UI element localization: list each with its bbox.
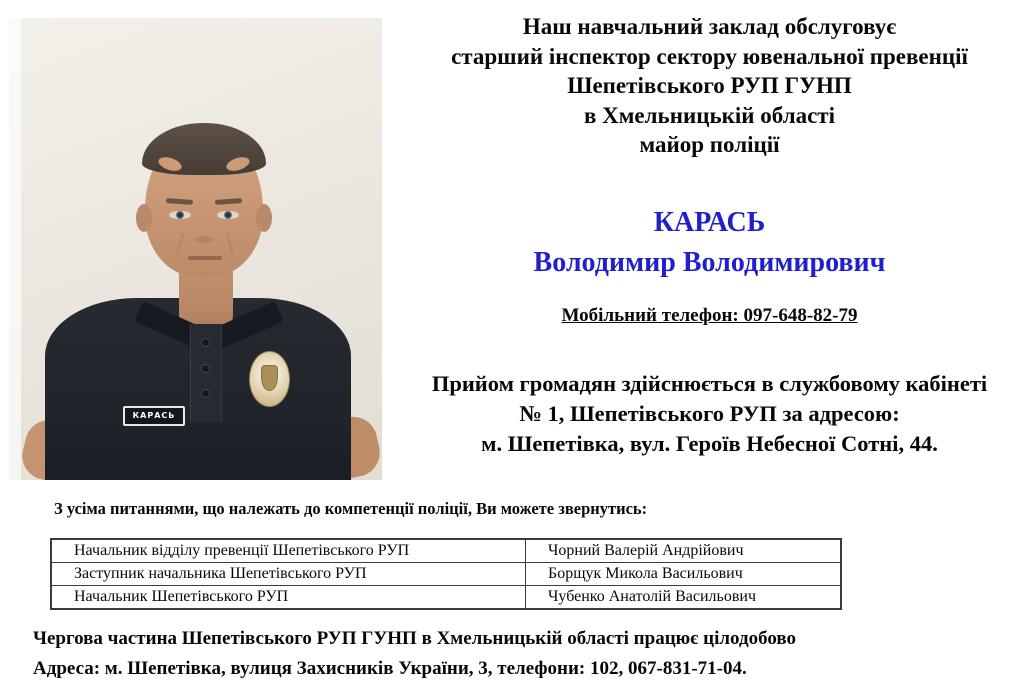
footer-block — [33, 624, 1008, 684]
officer-name-block — [395, 203, 1024, 283]
mobile-phone-line: Мобільний телефон: 097-648-82-79 — [561, 305, 858, 326]
police-badge-icon — [249, 351, 290, 407]
nose — [195, 236, 213, 243]
reception-line: Прийом громадян здійснюється в службовому кабінеті — [431, 371, 988, 396]
header-line: Шепетівського РУП ГУНП — [567, 73, 852, 98]
right-eye — [217, 211, 239, 219]
header-line: в Хмельницькій області — [583, 102, 835, 128]
position-cell: Начальник відділу превенції Шепетівського РУП — [51, 539, 526, 563]
right-ear — [256, 204, 272, 232]
shirt-button — [201, 389, 210, 398]
left-ear — [136, 204, 152, 232]
reception-block — [395, 369, 1024, 459]
name-cell: Чорний Валерій Андрійович — [526, 539, 842, 563]
header-line: старший інспектор сектору ювенальної превенції — [451, 43, 968, 69]
shirt-button — [201, 364, 210, 373]
position-cell: Начальник Шепетівського РУП — [51, 586, 526, 610]
table-row — [51, 586, 841, 610]
name-cell: Борщук Микола Васильович — [526, 563, 842, 586]
contacts-table — [50, 538, 842, 610]
officer-surname: КАРАСЬ — [653, 207, 766, 238]
shirt-button — [201, 338, 210, 347]
footer-line: Адреса: м. Шепетівка, вулиця Захисників України, 3, телефони: 102, 067-831-71-04. — [33, 658, 747, 679]
table-row — [51, 539, 841, 563]
header-line: майор поліції — [639, 132, 780, 157]
header-block — [395, 12, 1024, 160]
reception-line: № 1, Шепетівського РУП за адресою: — [519, 401, 900, 426]
officer-given-names: Володимир Володимирович — [533, 247, 886, 278]
contacts-intro-line: З усіма питаннями, що належать до компетенції поліції, Ви можете звернутись: — [54, 499, 648, 518]
mouth — [188, 256, 222, 260]
header-line: Наш навчальний заклад обслуговує — [522, 14, 897, 39]
hair — [142, 123, 266, 175]
wall-highlight — [9, 18, 21, 480]
footer-line: Чергова частина Шепетівського РУП ГУНП в Хмельницькій області працює цілодобово — [33, 628, 796, 649]
name-cell: Чубенко Анатолій Васильович — [526, 586, 842, 610]
reception-line: м. Шепетівка, вул. Героїв Небесної Сотні, 44. — [481, 431, 938, 456]
position-cell: Заступник начальника Шепетівського РУП — [51, 563, 526, 586]
table-row — [51, 563, 841, 586]
left-eye — [169, 211, 191, 219]
officer-photo — [9, 18, 382, 480]
name-tag: КАРАСЬ — [123, 406, 185, 426]
